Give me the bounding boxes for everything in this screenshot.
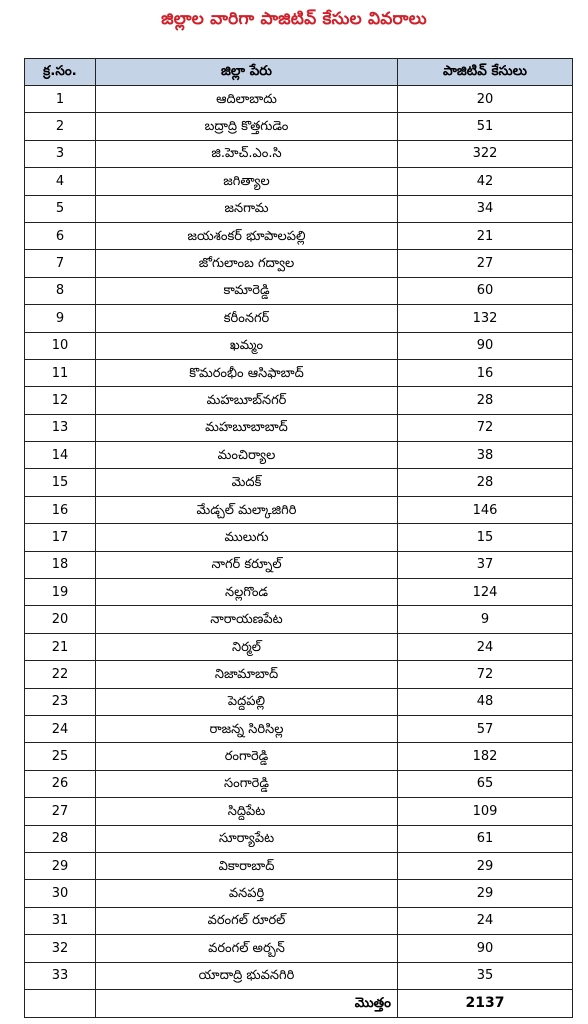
positive-cases-cell: 109 — [398, 798, 573, 825]
positive-cases-cell: 16 — [398, 359, 573, 386]
positive-cases-cell: 9 — [398, 606, 573, 633]
positive-cases-cell: 65 — [398, 770, 573, 797]
district-name-cell: జగిత్యాల — [96, 168, 398, 195]
district-name-cell: ఆదిలాబాదు — [96, 86, 398, 113]
total-label: మొత్తం — [96, 989, 398, 1017]
table-row — [25, 359, 573, 386]
positive-cases-cell: 322 — [398, 140, 573, 167]
total-row — [25, 989, 573, 1017]
table-row — [25, 907, 573, 934]
table-row — [25, 880, 573, 907]
table-row — [25, 387, 573, 414]
table-row — [25, 579, 573, 606]
table-row — [25, 524, 573, 551]
serial-number-cell: 27 — [25, 798, 96, 825]
header-positive-cases: పాజిటివ్ కేసులు — [398, 59, 573, 86]
serial-number-cell: 26 — [25, 770, 96, 797]
district-name-cell: కొమరంభీం ఆసిఫాబాద్ — [96, 359, 398, 386]
serial-number-cell: 9 — [25, 305, 96, 332]
positive-cases-cell: 29 — [398, 852, 573, 879]
total-value: 2137 — [398, 989, 573, 1017]
table-row — [25, 496, 573, 523]
table-row — [25, 798, 573, 825]
positive-cases-cell: 51 — [398, 113, 573, 140]
positive-cases-cell: 28 — [398, 469, 573, 496]
serial-number-cell: 1 — [25, 86, 96, 113]
table-row — [25, 195, 573, 222]
positive-cases-cell: 132 — [398, 305, 573, 332]
positive-cases-cell: 72 — [398, 661, 573, 688]
total-empty-cell — [25, 989, 96, 1017]
table-row — [25, 606, 573, 633]
table-row — [25, 825, 573, 852]
district-name-cell: రాజన్న సిరిసిల్ల — [96, 715, 398, 742]
table-row — [25, 935, 573, 962]
page-title: జిల్లాల వారిగా పాజిటివ్ కేసుల వివరాలు — [161, 9, 427, 29]
serial-number-cell: 29 — [25, 852, 96, 879]
positive-cases-cell: 38 — [398, 442, 573, 469]
serial-number-cell: 25 — [25, 743, 96, 770]
serial-number-cell: 15 — [25, 469, 96, 496]
table-row — [25, 140, 573, 167]
serial-number-cell: 21 — [25, 633, 96, 660]
positive-cases-cell: 90 — [398, 332, 573, 359]
table-row — [25, 332, 573, 359]
serial-number-cell: 20 — [25, 606, 96, 633]
table-row — [25, 551, 573, 578]
table-row — [25, 86, 573, 113]
serial-number-cell: 7 — [25, 250, 96, 277]
table-row — [25, 469, 573, 496]
serial-number-cell: 3 — [25, 140, 96, 167]
serial-number-cell: 11 — [25, 359, 96, 386]
positive-cases-cell: 35 — [398, 962, 573, 989]
serial-number-cell: 23 — [25, 688, 96, 715]
table-row — [25, 743, 573, 770]
district-name-cell: పెద్దపల్లి — [96, 688, 398, 715]
table-row — [25, 661, 573, 688]
table-row — [25, 222, 573, 249]
district-name-cell: వరంగల్ రూరల్ — [96, 907, 398, 934]
positive-cases-cell: 60 — [398, 277, 573, 304]
table-header-row — [25, 59, 573, 86]
serial-number-cell: 33 — [25, 962, 96, 989]
district-name-cell: యాదాద్రి భువనగిరి — [96, 962, 398, 989]
table-row — [25, 715, 573, 742]
table-row — [25, 168, 573, 195]
serial-number-cell: 14 — [25, 442, 96, 469]
positive-cases-cell: 37 — [398, 551, 573, 578]
district-name-cell: జనగామ — [96, 195, 398, 222]
district-name-cell: సంగారెడ్డి — [96, 770, 398, 797]
serial-number-cell: 8 — [25, 277, 96, 304]
header-district-name: జిల్లా పేరు — [96, 59, 398, 86]
district-name-cell: మంచిర్యాల — [96, 442, 398, 469]
serial-number-cell: 19 — [25, 579, 96, 606]
positive-cases-cell: 15 — [398, 524, 573, 551]
table-row — [25, 688, 573, 715]
table-row — [25, 305, 573, 332]
district-name-cell: నిజామాబాద్ — [96, 661, 398, 688]
positive-cases-cell: 29 — [398, 880, 573, 907]
district-name-cell: ములుగు — [96, 524, 398, 551]
district-name-cell: జయశంకర్ భూపాలపల్లి — [96, 222, 398, 249]
serial-number-cell: 24 — [25, 715, 96, 742]
district-name-cell: మేడ్చల్ మల్కాజిగిరి — [96, 496, 398, 523]
serial-number-cell: 5 — [25, 195, 96, 222]
table-row — [25, 414, 573, 441]
header-serial-number: క్ర.సం. — [25, 59, 96, 86]
table-row — [25, 962, 573, 989]
positive-cases-cell: 42 — [398, 168, 573, 195]
positive-cases-cell: 48 — [398, 688, 573, 715]
district-name-cell: సూర్యాపేట — [96, 825, 398, 852]
district-name-cell: నల్లగొండ — [96, 579, 398, 606]
positive-cases-cell: 24 — [398, 633, 573, 660]
district-name-cell: ఖమ్మం — [96, 332, 398, 359]
district-name-cell: నారాయణపేట — [96, 606, 398, 633]
positive-cases-cell: 34 — [398, 195, 573, 222]
positive-cases-cell: 24 — [398, 907, 573, 934]
district-name-cell: మెదక్ — [96, 469, 398, 496]
positive-cases-cell: 61 — [398, 825, 573, 852]
table-row — [25, 250, 573, 277]
district-name-cell: మహబూబ్‌నగర్ — [96, 387, 398, 414]
positive-cases-cell: 146 — [398, 496, 573, 523]
table-row — [25, 633, 573, 660]
district-name-cell: నాగర్ కర్నూల్ — [96, 551, 398, 578]
district-name-cell: జోగులాంబ గద్వాల — [96, 250, 398, 277]
table-row — [25, 852, 573, 879]
table-row — [25, 442, 573, 469]
district-name-cell: కరీంనగర్ — [96, 305, 398, 332]
positive-cases-cell: 20 — [398, 86, 573, 113]
district-name-cell: సిద్దిపేట — [96, 798, 398, 825]
positive-cases-cell: 57 — [398, 715, 573, 742]
district-name-cell: మహబూబాబాద్ — [96, 414, 398, 441]
serial-number-cell: 6 — [25, 222, 96, 249]
table-row — [25, 277, 573, 304]
serial-number-cell: 32 — [25, 935, 96, 962]
district-name-cell: వనపర్తి — [96, 880, 398, 907]
positive-cases-cell: 21 — [398, 222, 573, 249]
positive-cases-cell: 124 — [398, 579, 573, 606]
serial-number-cell: 28 — [25, 825, 96, 852]
district-name-cell: జి.హెచ్.ఎం.సి — [96, 140, 398, 167]
positive-cases-cell: 90 — [398, 935, 573, 962]
district-name-cell: వికారాబాద్ — [96, 852, 398, 879]
serial-number-cell: 30 — [25, 880, 96, 907]
serial-number-cell: 17 — [25, 524, 96, 551]
district-name-cell: రంగారెడ్డి — [96, 743, 398, 770]
table-row — [25, 770, 573, 797]
positive-cases-cell: 72 — [398, 414, 573, 441]
serial-number-cell: 12 — [25, 387, 96, 414]
district-name-cell: కామారెడ్డి — [96, 277, 398, 304]
serial-number-cell: 31 — [25, 907, 96, 934]
district-name-cell: బద్రాద్రి కొత్తగుడెం — [96, 113, 398, 140]
positive-cases-cell: 28 — [398, 387, 573, 414]
positive-cases-cell: 182 — [398, 743, 573, 770]
district-name-cell: వరంగల్ అర్బన్ — [96, 935, 398, 962]
serial-number-cell: 10 — [25, 332, 96, 359]
serial-number-cell: 2 — [25, 113, 96, 140]
serial-number-cell: 16 — [25, 496, 96, 523]
positive-cases-cell: 27 — [398, 250, 573, 277]
serial-number-cell: 13 — [25, 414, 96, 441]
table-body — [25, 86, 573, 990]
table-row — [25, 113, 573, 140]
serial-number-cell: 18 — [25, 551, 96, 578]
serial-number-cell: 4 — [25, 168, 96, 195]
district-name-cell: నిర్మల్ — [96, 633, 398, 660]
positive-cases-table — [24, 58, 573, 1018]
serial-number-cell: 22 — [25, 661, 96, 688]
